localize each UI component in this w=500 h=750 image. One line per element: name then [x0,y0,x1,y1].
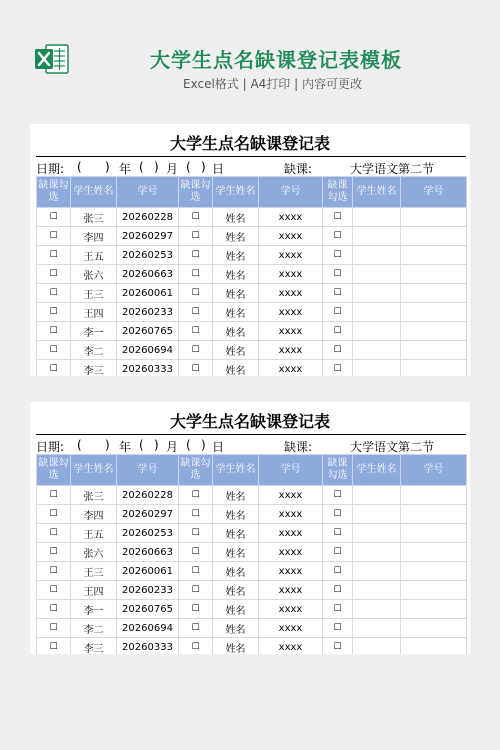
date-course-row [36,156,466,177]
student-name-cell [353,524,401,543]
student-name: 姓名 [213,303,259,322]
student-name-cell [353,303,401,322]
column-header: 学号 [401,455,467,486]
student-name: 张三 [71,486,117,505]
student-id: xxxx [259,562,323,581]
column-header: 学号 [401,177,467,208]
student-id: 20260765 [117,322,179,341]
absent-checkbox[interactable]: ☐ [179,246,213,265]
student-id-cell [401,619,467,638]
absent-checkbox[interactable]: ☐ [179,638,213,655]
absent-checkbox[interactable]: ☐ [323,341,353,360]
student-name: 姓名 [213,638,259,655]
student-id-cell [401,600,467,619]
absent-checkbox[interactable]: ☐ [37,581,71,600]
table-header-row [37,177,467,208]
absent-checkbox[interactable]: ☐ [179,360,213,377]
student-id: 20260061 [117,284,179,303]
attendance-table [36,176,467,376]
page-header [0,0,500,110]
absent-checkbox[interactable]: ☐ [179,543,213,562]
column-header: 学生姓名 [353,455,401,486]
student-name: 王四 [71,581,117,600]
student-id-cell [401,486,467,505]
student-name: 姓名 [213,341,259,360]
student-name-cell [353,486,401,505]
column-header: 缺课勾选 [37,455,71,486]
student-id-cell [401,360,467,377]
table-row [37,562,467,581]
student-name: 姓名 [213,524,259,543]
student-id: xxxx [259,543,323,562]
date-paren-open: ( [77,438,82,452]
student-name: 王三 [71,284,117,303]
date-paren-open: ( [77,160,82,174]
absent-label: 缺课: [284,440,313,454]
absent-checkbox[interactable]: ☐ [179,227,213,246]
student-name: 李四 [71,227,117,246]
table-row [37,284,467,303]
absent-checkbox[interactable]: ☐ [179,208,213,227]
month-label: 月 [166,162,179,176]
date-paren-open: ( [186,438,191,452]
absent-checkbox[interactable]: ☐ [323,227,353,246]
table-row [37,246,467,265]
column-header: 学生姓名 [213,455,259,486]
column-header: 缺课勾选 [179,455,213,486]
absent-checkbox[interactable]: ☐ [179,562,213,581]
date-paren-open: ( [186,160,191,174]
student-name: 李一 [71,322,117,341]
student-name: 李三 [71,360,117,377]
table-body [37,486,467,655]
register-sheet [30,402,470,654]
course-name: 大学语文第二节 [350,162,435,176]
student-id: xxxx [259,284,323,303]
student-id: 20260663 [117,265,179,284]
student-id-cell [401,341,467,360]
absent-checkbox[interactable]: ☐ [179,341,213,360]
student-id-cell [401,581,467,600]
table-row [37,543,467,562]
absent-checkbox[interactable]: ☐ [37,562,71,581]
absent-checkbox[interactable]: ☐ [179,581,213,600]
student-id-cell [401,284,467,303]
student-id: 20260253 [117,246,179,265]
table-row [37,486,467,505]
month-label: 月 [166,440,179,454]
absent-checkbox[interactable]: ☐ [179,322,213,341]
absent-checkbox[interactable]: ☐ [37,505,71,524]
student-name: 姓名 [213,284,259,303]
student-name-cell [353,284,401,303]
absent-label: 缺课: [284,162,313,176]
absent-checkbox[interactable]: ☐ [323,303,353,322]
student-name: 姓名 [213,619,259,638]
student-name: 姓名 [213,208,259,227]
absent-checkbox[interactable]: ☐ [179,303,213,322]
absent-checkbox[interactable]: ☐ [323,524,353,543]
student-name: 王四 [71,303,117,322]
column-header: 学号 [259,455,323,486]
student-name: 姓名 [213,246,259,265]
student-id: xxxx [259,581,323,600]
column-header: 学生姓名 [353,177,401,208]
absent-checkbox[interactable]: ☐ [323,581,353,600]
student-name: 姓名 [213,265,259,284]
student-name-cell [353,505,401,524]
student-id: xxxx [259,505,323,524]
date-paren-close: ) [154,160,159,174]
table-row [37,619,467,638]
absent-checkbox[interactable]: ☐ [37,524,71,543]
student-name-cell [353,322,401,341]
student-name: 姓名 [213,543,259,562]
absent-checkbox[interactable]: ☐ [323,638,353,655]
date-label: 日期: [36,440,65,454]
student-id: 20260765 [117,600,179,619]
student-name: 李二 [71,619,117,638]
student-id: 20260333 [117,360,179,377]
student-id: xxxx [259,227,323,246]
student-id-cell [401,638,467,655]
table-body [37,208,467,377]
attendance-table [36,454,467,654]
student-name-cell [353,360,401,377]
date-paren-close: ) [105,438,110,452]
absent-checkbox[interactable]: ☐ [179,600,213,619]
student-name: 张六 [71,543,117,562]
student-name-cell [353,600,401,619]
absent-checkbox[interactable]: ☐ [323,505,353,524]
absent-checkbox[interactable]: ☐ [37,543,71,562]
absent-checkbox[interactable]: ☐ [323,543,353,562]
absent-checkbox[interactable]: ☐ [179,619,213,638]
absent-checkbox[interactable]: ☐ [179,265,213,284]
student-name-cell [353,341,401,360]
student-id: xxxx [259,638,323,655]
student-id: xxxx [259,486,323,505]
student-id: xxxx [259,246,323,265]
column-header: 学生姓名 [213,177,259,208]
absent-checkbox[interactable]: ☐ [323,284,353,303]
absent-checkbox[interactable]: ☐ [37,619,71,638]
student-name: 王五 [71,246,117,265]
table-row [37,303,467,322]
table-row [37,524,467,543]
student-id: 20260694 [117,341,179,360]
student-id: 20260253 [117,524,179,543]
absent-checkbox[interactable]: ☐ [179,284,213,303]
column-header: 学生姓名 [71,177,117,208]
student-id: 20260233 [117,303,179,322]
column-header: 学生姓名 [71,455,117,486]
student-name-cell [353,638,401,655]
student-name-cell [353,581,401,600]
student-name: 王三 [71,562,117,581]
absent-checkbox[interactable]: ☐ [323,265,353,284]
absent-checkbox[interactable]: ☐ [323,360,353,377]
absent-checkbox[interactable]: ☐ [37,600,71,619]
student-id: 20260297 [117,227,179,246]
student-name-cell [353,619,401,638]
column-header: 学号 [117,455,179,486]
register-sheet [30,124,470,376]
student-name: 李三 [71,638,117,655]
column-header: 学号 [259,177,323,208]
column-header: 缺课勾选 [37,177,71,208]
absent-checkbox[interactable]: ☐ [37,341,71,360]
table-row [37,581,467,600]
student-name: 姓名 [213,227,259,246]
student-name: 姓名 [213,581,259,600]
student-name-cell [353,227,401,246]
absent-checkbox[interactable]: ☐ [37,265,71,284]
column-header: 缺课勾选 [179,177,213,208]
student-id: 20260297 [117,505,179,524]
absent-checkbox[interactable]: ☐ [37,303,71,322]
student-name: 姓名 [213,505,259,524]
absent-checkbox[interactable]: ☐ [37,322,71,341]
table-row [37,322,467,341]
student-name: 姓名 [213,562,259,581]
student-name-cell [353,208,401,227]
year-label: 年 [119,440,132,454]
student-id-cell [401,524,467,543]
student-id: 20260228 [117,486,179,505]
student-id: xxxx [259,265,323,284]
sheet-title: 大学生点名缺课登记表 [169,134,330,153]
student-id: 20260228 [117,208,179,227]
table-header-row [37,455,467,486]
student-id-cell [401,543,467,562]
student-name: 张三 [71,208,117,227]
absent-checkbox[interactable]: ☐ [323,562,353,581]
absent-checkbox[interactable]: ☐ [37,360,71,377]
absent-checkbox[interactable]: ☐ [179,524,213,543]
table-row [37,341,467,360]
absent-checkbox[interactable]: ☐ [37,208,71,227]
student-name: 王五 [71,524,117,543]
absent-checkbox[interactable]: ☐ [323,619,353,638]
student-id: xxxx [259,619,323,638]
student-id-cell [401,303,467,322]
absent-checkbox[interactable]: ☐ [37,638,71,655]
student-id-cell [401,208,467,227]
student-id: 20260694 [117,619,179,638]
absent-checkbox[interactable]: ☐ [179,505,213,524]
student-id: 20260333 [117,638,179,655]
absent-checkbox[interactable]: ☐ [179,486,213,505]
absent-checkbox[interactable]: ☐ [323,246,353,265]
column-header: 缺课勾选 [323,455,353,486]
absent-checkbox[interactable]: ☐ [37,284,71,303]
absent-checkbox[interactable]: ☐ [323,600,353,619]
table-row [37,265,467,284]
table-row [37,638,467,655]
student-name: 李一 [71,600,117,619]
student-name: 张六 [71,265,117,284]
date-paren-close: ) [201,438,206,452]
student-id: 20260233 [117,581,179,600]
student-name-cell [353,265,401,284]
student-id-cell [401,322,467,341]
student-name: 姓名 [213,360,259,377]
date-label: 日期: [36,162,65,176]
absent-checkbox[interactable]: ☐ [37,486,71,505]
date-course-row [36,434,466,455]
date-paren-open: ( [139,438,144,452]
student-id: xxxx [259,341,323,360]
date-paren-close: ) [105,160,110,174]
page-subtitle: Excel格式 | A4打印 | 内容可更改 [183,77,362,91]
column-header: 学号 [117,177,179,208]
day-label: 日 [212,440,225,454]
student-name: 姓名 [213,322,259,341]
student-name: 姓名 [213,600,259,619]
sheet-title: 大学生点名缺课登记表 [169,412,330,431]
student-id-cell [401,246,467,265]
student-name: 李二 [71,341,117,360]
absent-checkbox[interactable]: ☐ [323,208,353,227]
table-row [37,360,467,377]
table-row [37,208,467,227]
student-id: 20260061 [117,562,179,581]
table-row [37,227,467,246]
student-id-cell [401,562,467,581]
student-id: xxxx [259,322,323,341]
student-name-cell [353,246,401,265]
day-label: 日 [212,162,225,176]
student-name: 姓名 [213,486,259,505]
student-id: xxxx [259,303,323,322]
student-name-cell [353,562,401,581]
excel-icon [34,42,70,76]
absent-checkbox[interactable]: ☐ [323,322,353,341]
column-header: 缺课勾选 [323,177,353,208]
date-paren-open: ( [139,160,144,174]
absent-checkbox[interactable]: ☐ [323,486,353,505]
student-name: 李四 [71,505,117,524]
student-id-cell [401,265,467,284]
table-row [37,505,467,524]
student-id: xxxx [259,208,323,227]
course-name: 大学语文第二节 [350,440,435,454]
student-id: 20260663 [117,543,179,562]
page-title: 大学生点名缺课登记表模板 [150,48,402,72]
student-id: xxxx [259,600,323,619]
table-row [37,600,467,619]
absent-checkbox[interactable]: ☐ [37,227,71,246]
student-id: xxxx [259,524,323,543]
student-id-cell [401,505,467,524]
student-id: xxxx [259,360,323,377]
student-name-cell [353,543,401,562]
date-paren-close: ) [154,438,159,452]
date-paren-close: ) [201,160,206,174]
student-id-cell [401,227,467,246]
absent-checkbox[interactable]: ☐ [37,246,71,265]
year-label: 年 [119,162,132,176]
